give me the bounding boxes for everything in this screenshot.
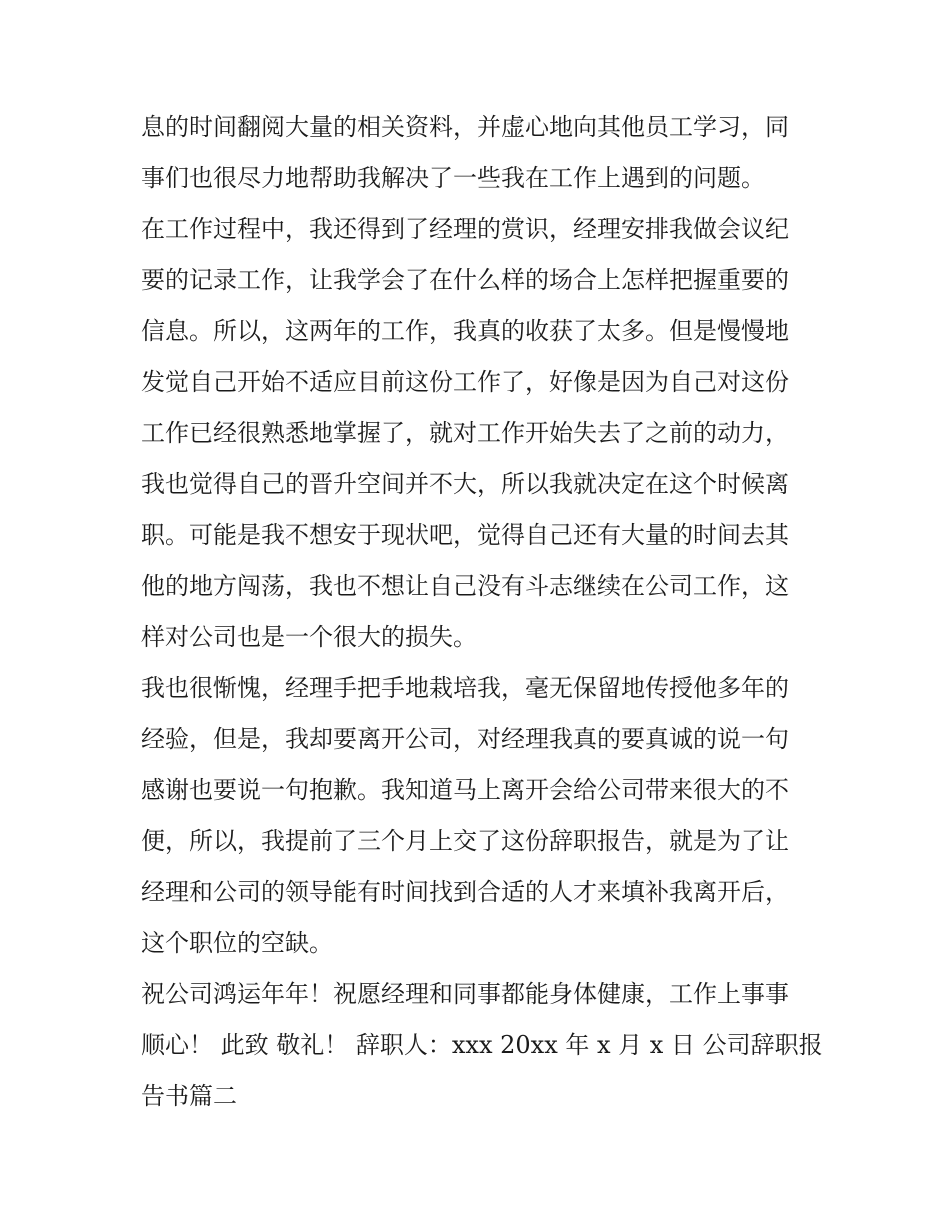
text-line: 告书篇二 — [141, 1082, 237, 1110]
text-line: 发觉自己开始不适应目前这份工作了，好像是因为自己对这份 — [141, 368, 789, 396]
text-line: 经理和公司的领导能有时间找到合适的人才来填补我离开后， — [141, 878, 789, 906]
text-line: 工作已经很熟悉地掌握了，就对工作开始失去了之前的动力， — [141, 419, 789, 447]
text-line: 我也觉得自己的晋升空间并不大，所以我就决定在这个时候离 — [141, 470, 789, 498]
text-line: 事们也很尽力地帮助我解决了一些我在工作上遇到的问题。 — [141, 164, 765, 192]
text-line: 感谢也要说一句抱歉。我知道马上离开会给公司带来很大的不 — [141, 776, 789, 804]
text-line: 息的时间翻阅大量的相关资料，并虚心地向其他员工学习，同 — [141, 113, 789, 141]
text-line: 祝公司鸿运年年！祝愿经理和同事都能身体健康，工作上事事 — [141, 980, 789, 1008]
text-line: 要的记录工作，让我学会了在什么样的场合上怎样把握重要的 — [141, 266, 789, 294]
text-line: 经验，但是，我却要离开公司，对经理我真的要真诚的说一句 — [141, 725, 789, 753]
text-line: 顺心！ 此致 敬礼！ 辞职人：xxx 20xx 年 x 月 x 日 公司辞职报 — [141, 1031, 823, 1059]
text-line: 职。可能是我不想安于现状吧，觉得自己还有大量的时间去其 — [141, 521, 789, 549]
text-line: 便，所以，我提前了三个月上交了这份辞职报告，就是为了让 — [141, 827, 789, 855]
text-line: 样对公司也是一个很大的损失。 — [141, 623, 477, 651]
text-line: 在工作过程中，我还得到了经理的赏识，经理安排我做会议纪 — [141, 215, 789, 243]
text-line: 他的地方闯荡，我也不想让自己没有斗志继续在公司工作，这 — [141, 572, 789, 600]
text-line: 我也很惭愧，经理手把手地栽培我，毫无保留地传授他多年的 — [141, 674, 789, 702]
document-body — [141, 102, 821, 1122]
text-line: 信息。所以，这两年的工作，我真的收获了太多。但是慢慢地 — [141, 317, 789, 345]
text-line: 这个职位的空缺。 — [141, 929, 333, 957]
